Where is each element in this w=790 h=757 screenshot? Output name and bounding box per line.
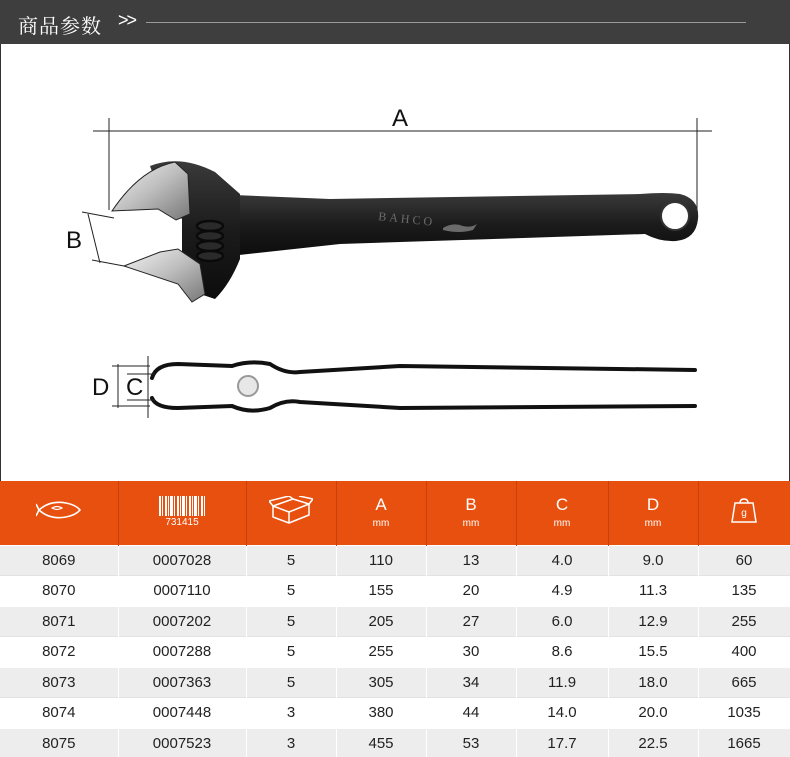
cell-b: 53 xyxy=(426,728,516,757)
cell-c: 8.6 xyxy=(516,637,608,668)
weight-icon xyxy=(731,497,757,523)
cell-c: 17.7 xyxy=(516,728,608,757)
cell-b: 44 xyxy=(426,698,516,729)
cell-article: 0007448 xyxy=(118,698,246,729)
header-divider xyxy=(146,22,746,23)
label-d: D xyxy=(92,374,110,401)
cell-article: 0007202 xyxy=(118,606,246,637)
cell-model: 8072 xyxy=(0,637,118,668)
cell-d: 18.0 xyxy=(608,667,698,698)
brand-marking: BAHCO xyxy=(377,209,436,229)
cell-b: 20 xyxy=(426,576,516,607)
table-row xyxy=(0,637,790,668)
cell-a: 455 xyxy=(336,728,426,757)
cell-a: 255 xyxy=(336,637,426,668)
cell-weight: 665 xyxy=(698,667,790,698)
cell-article: 0007028 xyxy=(118,545,246,576)
cell-weight: 1035 xyxy=(698,698,790,729)
cell-a: 305 xyxy=(336,667,426,698)
col-header-pack xyxy=(246,481,336,545)
cell-model: 8073 xyxy=(0,667,118,698)
weight-unit: g xyxy=(741,508,747,520)
label-a: A xyxy=(392,105,409,132)
cell-article: 0007523 xyxy=(118,728,246,757)
barcode-number: 731415 xyxy=(165,516,199,528)
cell-model: 8069 xyxy=(0,545,118,576)
cell-b: 34 xyxy=(426,667,516,698)
label-b: B xyxy=(66,227,83,254)
cell-model: 8074 xyxy=(0,698,118,729)
cell-article: 0007110 xyxy=(118,576,246,607)
cell-b: 30 xyxy=(426,637,516,668)
cell-d: 11.3 xyxy=(608,576,698,607)
cell-a: 155 xyxy=(336,576,426,607)
double-chevron-icon: >> xyxy=(118,10,136,30)
table-row xyxy=(0,728,790,757)
cell-d: 9.0 xyxy=(608,545,698,576)
table-row xyxy=(0,606,790,637)
col-header-weight xyxy=(698,481,790,545)
barcode-icon xyxy=(159,496,205,516)
cell-d: 15.5 xyxy=(608,637,698,668)
cell-d: 22.5 xyxy=(608,728,698,757)
col-header-a: A mm xyxy=(336,481,426,545)
cell-d: 20.0 xyxy=(608,698,698,729)
fish-logo-icon xyxy=(36,498,82,522)
cell-article: 0007363 xyxy=(118,667,246,698)
section-title: 商品参数 xyxy=(18,16,102,38)
cell-pack: 3 xyxy=(246,698,336,729)
col-header-b: B mm xyxy=(426,481,516,545)
cell-c: 14.0 xyxy=(516,698,608,729)
col-header-model xyxy=(0,481,118,545)
label-c: C xyxy=(126,374,144,401)
wrench-image xyxy=(112,161,698,302)
cell-pack: 5 xyxy=(246,606,336,637)
cell-a: 380 xyxy=(336,698,426,729)
cell-model: 8071 xyxy=(0,606,118,637)
dimension-b xyxy=(66,212,124,266)
cell-d: 12.9 xyxy=(608,606,698,637)
cell-pack: 5 xyxy=(246,637,336,668)
table-row xyxy=(0,698,790,729)
cell-b: 13 xyxy=(426,545,516,576)
cell-model: 8070 xyxy=(0,576,118,607)
cell-model: 8075 xyxy=(0,728,118,757)
cell-a: 205 xyxy=(336,606,426,637)
wrench-dimension-diagram xyxy=(0,44,790,481)
table-row xyxy=(0,667,790,698)
cell-c: 4.0 xyxy=(516,545,608,576)
cell-pack: 5 xyxy=(246,667,336,698)
cell-b: 27 xyxy=(426,606,516,637)
col-header-c: C mm xyxy=(516,481,608,545)
spec-table xyxy=(0,481,790,757)
cell-a: 110 xyxy=(336,545,426,576)
cell-weight: 1665 xyxy=(698,728,790,757)
table-row xyxy=(0,545,790,576)
cell-pack: 5 xyxy=(246,576,336,607)
wrench-top-view xyxy=(92,356,695,418)
cell-pack: 3 xyxy=(246,728,336,757)
col-header-barcode xyxy=(118,481,246,545)
table-header-row xyxy=(0,481,790,545)
cell-pack: 5 xyxy=(246,545,336,576)
col-header-d: D mm xyxy=(608,481,698,545)
cell-article: 0007288 xyxy=(118,637,246,668)
cell-weight: 400 xyxy=(698,637,790,668)
cell-c: 4.9 xyxy=(516,576,608,607)
cell-weight: 255 xyxy=(698,606,790,637)
cell-weight: 135 xyxy=(698,576,790,607)
section-header xyxy=(0,0,790,44)
cell-c: 6.0 xyxy=(516,606,608,637)
table-row xyxy=(0,576,790,607)
cell-c: 11.9 xyxy=(516,667,608,698)
cell-weight: 60 xyxy=(698,545,790,576)
spec-table-body xyxy=(0,545,790,757)
box-icon xyxy=(269,496,313,524)
